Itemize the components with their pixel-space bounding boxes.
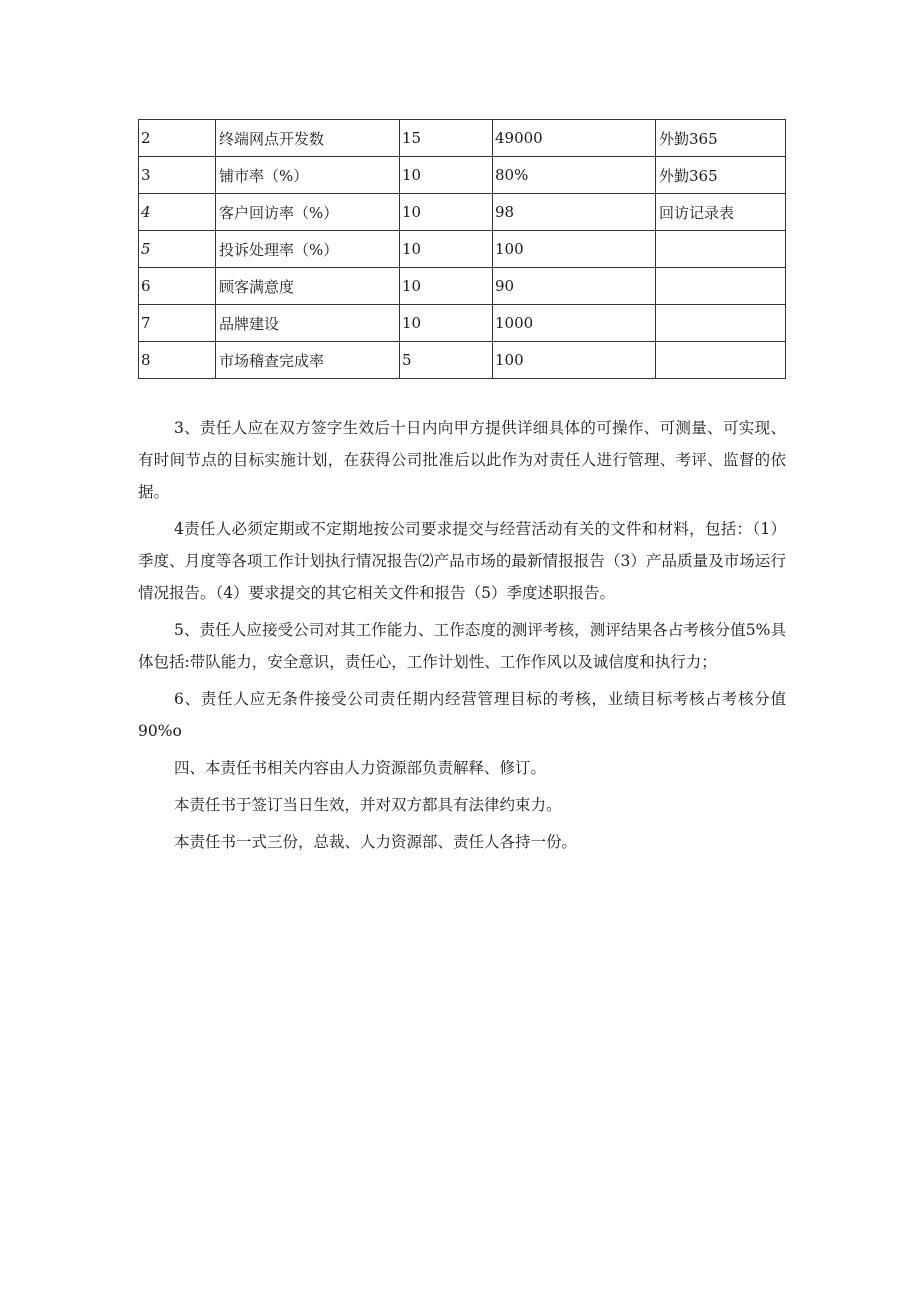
- indicator-name-cell: 铺市率（%）: [216, 157, 400, 194]
- indicator-name-cell: 投诉处理率（%）: [216, 231, 400, 268]
- data-source-cell: [656, 268, 786, 305]
- data-source-cell: 回访记录表: [656, 194, 786, 231]
- data-source-cell: [656, 305, 786, 342]
- row-number-cell: 4: [139, 194, 216, 231]
- row-number-cell: 5: [139, 231, 216, 268]
- row-number-cell: 3: [139, 157, 216, 194]
- data-source-cell: [656, 342, 786, 379]
- row-number-cell: 6: [139, 268, 216, 305]
- clause-3-paragraph: 3、责任人应在双方签字生效后十日内向甲方提供详细具体的可操作、可测量、可实现、有时间节点的目标实施计划，在获得公司批准后以此作为对责任人进行管理、考评、监督的依据。: [138, 419, 786, 501]
- row-number-cell: 2: [139, 120, 216, 157]
- section-4-paragraph: 四、本责任书相关内容由人力资源部负责解释、修订。: [174, 759, 547, 777]
- target-value-cell: 90: [493, 268, 656, 305]
- target-value-cell: 98: [493, 194, 656, 231]
- weight-cell: 10: [400, 231, 493, 268]
- weight-cell: 5: [400, 342, 493, 379]
- copies-paragraph: 本责任书一式三份，总裁、人力资源部、责任人各持一份。: [174, 833, 578, 851]
- row-number-cell: 7: [139, 305, 216, 342]
- table-row: [139, 268, 786, 305]
- target-value-cell: 80%: [493, 157, 656, 194]
- clause-5-paragraph: 5、责任人应接受公司对其工作能力、工作态度的测评考核，测评结果各占考核分值5%具体包括:带队能力，安全意识，责任心，工作计划性、工作作风以及诚信度和执行力；: [138, 621, 786, 671]
- data-source-cell: 外勤365: [656, 157, 786, 194]
- table-row: [139, 157, 786, 194]
- clause-4-paragraph: 4责任人必须定期或不定期地按公司要求提交与经营活动有关的文件和材料，包括：（1）季度、月度等各项工作计划执行情况报告⑵产品市场的最新情报报告（3）产品质量及市场运行情况报告。（4）要求提交的其它相关文件和报告（5）季度述职报告。: [138, 520, 786, 602]
- table-row: [139, 194, 786, 231]
- target-value-cell: 49000: [493, 120, 656, 157]
- effective-date-paragraph: 本责任书于签订当日生效，并对双方都具有法律约束力。: [174, 796, 562, 814]
- table-row: [139, 342, 786, 379]
- weight-cell: 10: [400, 305, 493, 342]
- weight-cell: 10: [400, 157, 493, 194]
- row-number-cell: 8: [139, 342, 216, 379]
- kpi-table: [138, 119, 786, 379]
- weight-cell: 10: [400, 268, 493, 305]
- indicator-name-cell: 终端网点开发数: [216, 120, 400, 157]
- data-source-cell: 外勤365: [656, 120, 786, 157]
- weight-cell: 10: [400, 194, 493, 231]
- indicator-name-cell: 顾客满意度: [216, 268, 400, 305]
- clause-6-paragraph: 6、责任人应无条件接受公司责任期内经营管理目标的考核，业绩目标考核占考核分值90%o: [138, 690, 786, 740]
- indicator-name-cell: 品牌建设: [216, 305, 400, 342]
- table-row: [139, 231, 786, 268]
- table-row: [139, 305, 786, 342]
- weight-cell: 15: [400, 120, 493, 157]
- data-source-cell: [656, 231, 786, 268]
- table-row: [139, 120, 786, 157]
- target-value-cell: 100: [493, 342, 656, 379]
- document-body: [138, 412, 786, 863]
- indicator-name-cell: 市场稽查完成率: [216, 342, 400, 379]
- target-value-cell: 1000: [493, 305, 656, 342]
- kpi-table-body: [139, 120, 786, 379]
- target-value-cell: 100: [493, 231, 656, 268]
- indicator-name-cell: 客户回访率（%）: [216, 194, 400, 231]
